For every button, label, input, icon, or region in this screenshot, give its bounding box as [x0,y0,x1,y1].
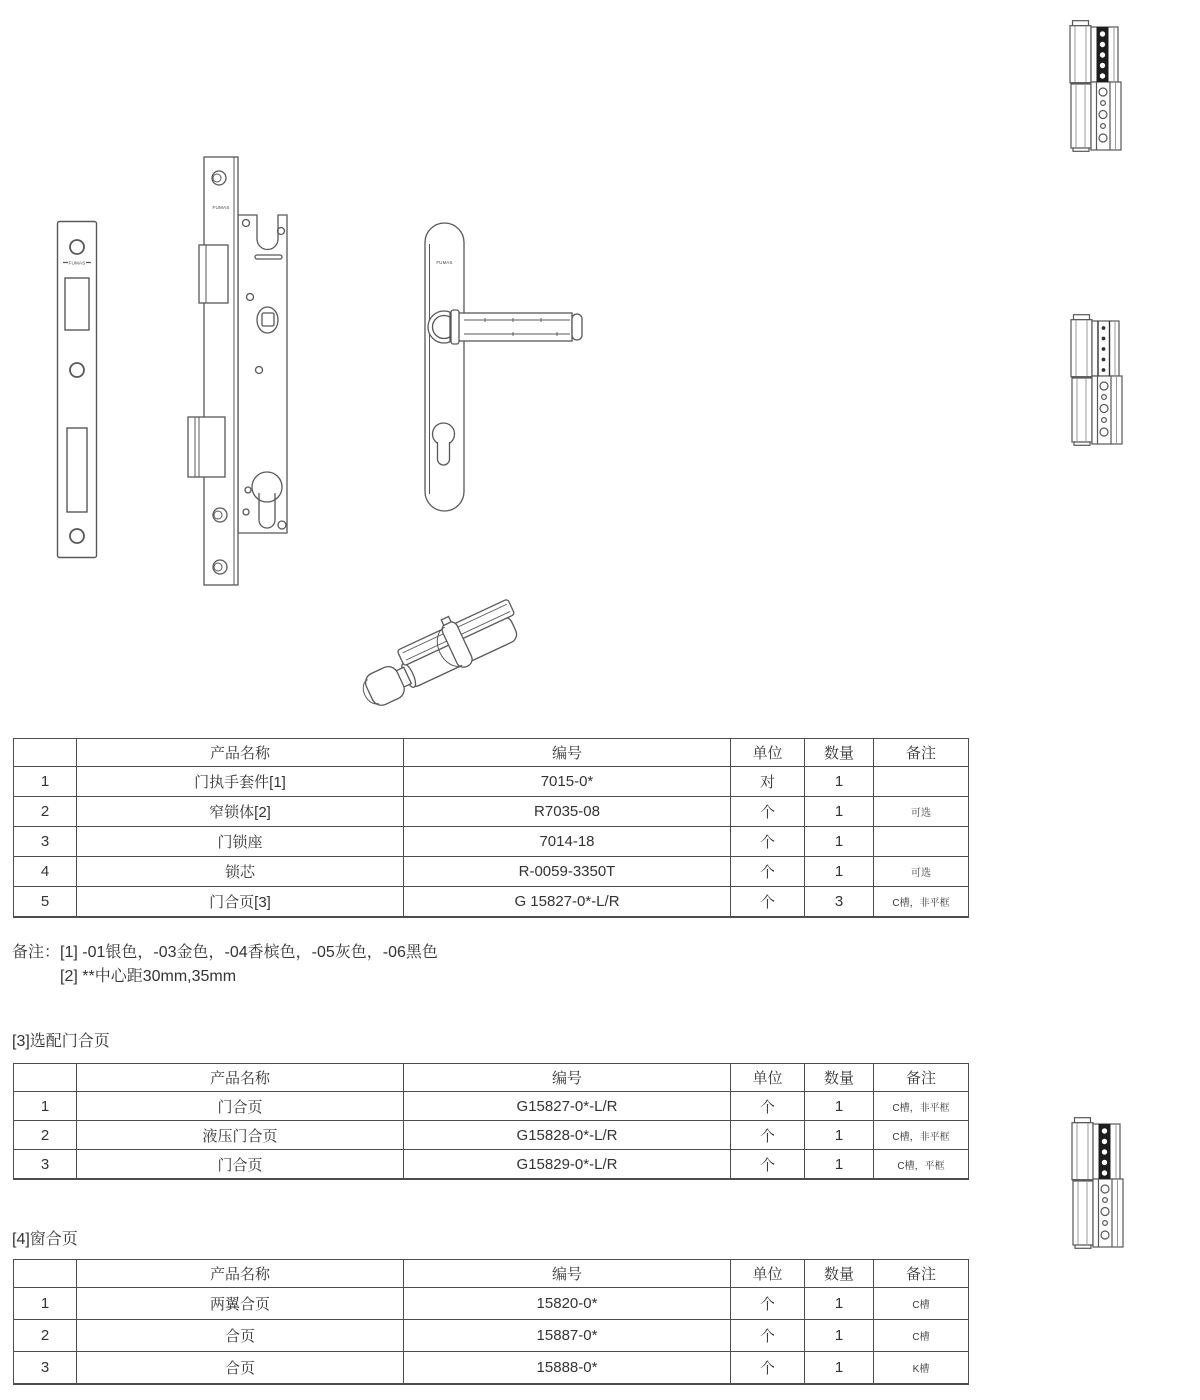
cell-remark: K槽 [874,1352,969,1385]
col-index [14,739,77,767]
table-row [14,1121,969,1150]
cell-code: G15829-0*-L/R [404,1150,731,1180]
cell-index: 3 [14,827,77,857]
cell-unit: 个 [731,1092,805,1121]
col-qty: 数量 [805,1260,874,1288]
table-row [14,767,969,797]
cell-code: G 15827-0*-L/R [404,887,731,918]
hinge-drawing-middle [1070,314,1124,446]
main-parts-table [13,738,969,918]
cell-product-name: 两翼合页 [77,1288,404,1320]
cell-remark: C槽 [874,1320,969,1352]
cell-qty: 1 [805,767,874,797]
cell-remark: C槽，非平框 [874,887,969,918]
table-header-row [14,1260,969,1288]
col-unit: 单位 [731,1260,805,1288]
cell-code: 15887-0* [404,1320,731,1352]
cell-remark: C槽 [874,1288,969,1320]
cell-index: 1 [14,1288,77,1320]
cell-product-name: 锁芯 [77,857,404,887]
table-row [14,887,969,918]
section4-title: [4]窗合页 [12,1231,78,1248]
cell-unit: 个 [731,887,805,918]
col-remark: 备注 [874,1260,969,1288]
cell-code: R7035-08 [404,797,731,827]
cell-qty: 1 [805,857,874,887]
col-product-name: 产品名称 [77,1260,404,1288]
door-handle-drawing [420,216,595,516]
cell-code: G15828-0*-L/R [404,1121,731,1150]
notes-label: 备注： [12,944,61,961]
cell-unit: 个 [731,1288,805,1320]
cell-unit: 个 [731,1121,805,1150]
brand-mark: FUMAS [212,205,230,210]
col-code: 编号 [404,739,731,767]
col-code: 编号 [404,1260,731,1288]
lock-cylinder-drawing [358,593,528,728]
cell-index: 2 [14,1121,77,1150]
cell-product-name: 窄锁体[2] [77,797,404,827]
col-unit: 单位 [731,1064,805,1092]
cell-index: 3 [14,1352,77,1385]
table-row [14,797,969,827]
cell-unit: 个 [731,827,805,857]
notes-block [12,941,438,989]
cell-index: 3 [14,1150,77,1180]
notes-line-2: [2] **中心距30mm,35mm [60,968,237,985]
cell-product-name: 合页 [77,1352,404,1385]
cell-unit: 个 [731,1320,805,1352]
table-header-row [14,1064,969,1092]
cell-remark: C槽，非平框 [874,1092,969,1121]
cell-remark [874,767,969,797]
cell-qty: 1 [805,1320,874,1352]
cell-qty: 1 [805,1150,874,1180]
cell-index: 5 [14,887,77,918]
table-row [14,1352,969,1385]
brand-mark: FUMAS [68,260,86,266]
cell-code: 7015-0* [404,767,731,797]
cell-remark [874,827,969,857]
table-row [14,1150,969,1180]
cell-qty: 3 [805,887,874,918]
cell-unit: 对 [731,767,805,797]
cell-product-name: 液压门合页 [77,1121,404,1150]
cell-code: R-0059-3350T [404,857,731,887]
cell-unit: 个 [731,1150,805,1180]
col-code: 编号 [404,1064,731,1092]
cell-code: 7014-18 [404,827,731,857]
cell-product-name: 门合页 [77,1150,404,1180]
cell-qty: 1 [805,797,874,827]
brand-mark: FUMAS [436,260,453,265]
col-product-name: 产品名称 [77,1064,404,1092]
cell-remark: C槽，非平框 [874,1121,969,1150]
cell-index: 1 [14,767,77,797]
cell-qty: 1 [805,827,874,857]
cell-code: 15820-0* [404,1288,731,1320]
cell-qty: 1 [805,1092,874,1121]
col-index [14,1064,77,1092]
col-unit: 单位 [731,739,805,767]
cell-index: 4 [14,857,77,887]
col-qty: 数量 [805,739,874,767]
cell-qty: 1 [805,1352,874,1385]
cell-index: 1 [14,1092,77,1121]
cell-product-name: 合页 [77,1320,404,1352]
cell-product-name: 门锁座 [77,827,404,857]
cell-unit: 个 [731,797,805,827]
cell-product-name: 门合页[3] [77,887,404,918]
cell-index: 2 [14,797,77,827]
cell-product-name: 门合页 [77,1092,404,1121]
col-qty: 数量 [805,1064,874,1092]
cell-code: 15888-0* [404,1352,731,1385]
table-header-row [14,739,969,767]
cell-code: G15827-0*-L/R [404,1092,731,1121]
table-row [14,857,969,887]
table-row [14,1320,969,1352]
window-hinge-table [13,1259,969,1385]
col-index [14,1260,77,1288]
col-remark: 备注 [874,739,969,767]
col-product-name: 产品名称 [77,739,404,767]
hinge-drawing-bottom [1071,1117,1125,1249]
lock-body-drawing [183,152,295,592]
cell-remark: C槽，平框 [874,1150,969,1180]
cell-qty: 1 [805,1288,874,1320]
cell-index: 2 [14,1320,77,1352]
optional-door-hinge-table [13,1063,969,1180]
cell-qty: 1 [805,1121,874,1150]
table-row [14,827,969,857]
cell-product-name: 门执手套件[1] [77,767,404,797]
strike-plate-drawing [56,220,100,560]
table-row [14,1288,969,1320]
cell-unit: 个 [731,1352,805,1385]
hinge-drawing-top [1069,20,1123,152]
table-row [14,1092,969,1121]
section3-title: [3]选配门合页 [12,1033,110,1050]
cell-remark: 可选 [874,857,969,887]
notes-line-1: [1] -01银色，-03金色，-04香槟色，-05灰色，-06黑色 [60,944,438,961]
cell-remark: 可选 [874,797,969,827]
cell-unit: 个 [731,857,805,887]
col-remark: 备注 [874,1064,969,1092]
